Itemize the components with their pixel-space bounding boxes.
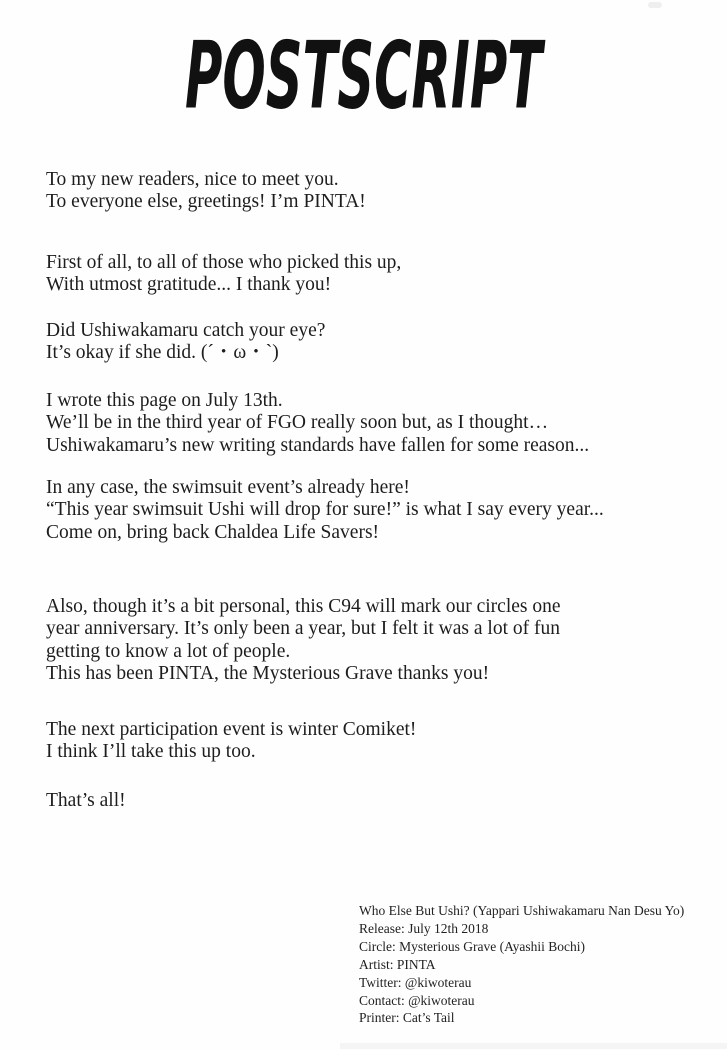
text-line: Come on, bring back Chaldea Life Savers! — [46, 521, 380, 543]
paragraph — [46, 169, 366, 214]
credits-line: Release: July 12th 2018 — [359, 920, 489, 936]
text-line: year anniversary. It’s only been a year, but I felt it was a lot of fun — [46, 618, 560, 640]
text-line: To everyone else, greetings! I’m PINTA! — [46, 191, 366, 213]
text-line: It’s okay if she did. (´・ω・`) — [46, 342, 279, 364]
text-line: In any case, the swimsuit event’s already here! — [46, 477, 410, 498]
credits-line: Artist: PINTA — [359, 956, 436, 972]
text-line: To my new readers, nice to meet you. — [46, 169, 339, 190]
credits-line: Contact: @kiwoterau — [359, 992, 475, 1008]
paragraph — [46, 719, 416, 764]
text-line: That’s all! — [46, 790, 126, 811]
credits-line: Twitter: @kiwoterau — [359, 974, 472, 990]
text-line: With utmost gratitude... I thank you! — [46, 274, 332, 296]
text-line: “This year swimsuit Ushi will drop for sure!” is what I say every year... — [46, 499, 604, 521]
text-line: Also, though it’s a bit personal, this C94 will mark our circles one — [46, 596, 561, 617]
text-line: Did Ushiwakamaru catch your eye? — [46, 320, 326, 341]
credits-block — [359, 902, 684, 1027]
text-line: This has been PINTA, the Mysterious Grave thanks you! — [46, 663, 490, 685]
text-line: Ushiwakamaru’s new writing standards have fallen for some reason... — [46, 434, 590, 456]
credits-line: Circle: Mysterious Grave (Ayashii Bochi) — [359, 938, 585, 954]
text-line: getting to know a lot of people. — [46, 640, 291, 662]
paragraph — [46, 320, 325, 365]
paragraph — [46, 477, 604, 544]
text-line: The next participation event is winter Comiket! — [46, 719, 417, 740]
credits-line: Who Else But Ushi? (Yappari Ushiwakamaru Nan Desu Yo) — [359, 903, 685, 918]
paragraph — [46, 390, 589, 457]
text-line: I think I’ll take this up too. — [46, 741, 256, 763]
text-line: I wrote this page on July 13th. — [46, 390, 283, 411]
scan-artifact-smudge — [648, 2, 662, 8]
paragraph — [46, 252, 401, 297]
text-line: We’ll be in the third year of FGO really soon but, as I thought… — [46, 412, 549, 434]
text-line: First of all, to all of those who picked this up, — [46, 252, 402, 273]
paragraph — [46, 596, 561, 686]
paragraph — [46, 790, 126, 812]
page-title: POSTSCRIPT — [184, 21, 543, 130]
scan-artifact-strip — [340, 1043, 727, 1049]
credits-line: Printer: Cat’s Tail — [359, 1010, 455, 1026]
